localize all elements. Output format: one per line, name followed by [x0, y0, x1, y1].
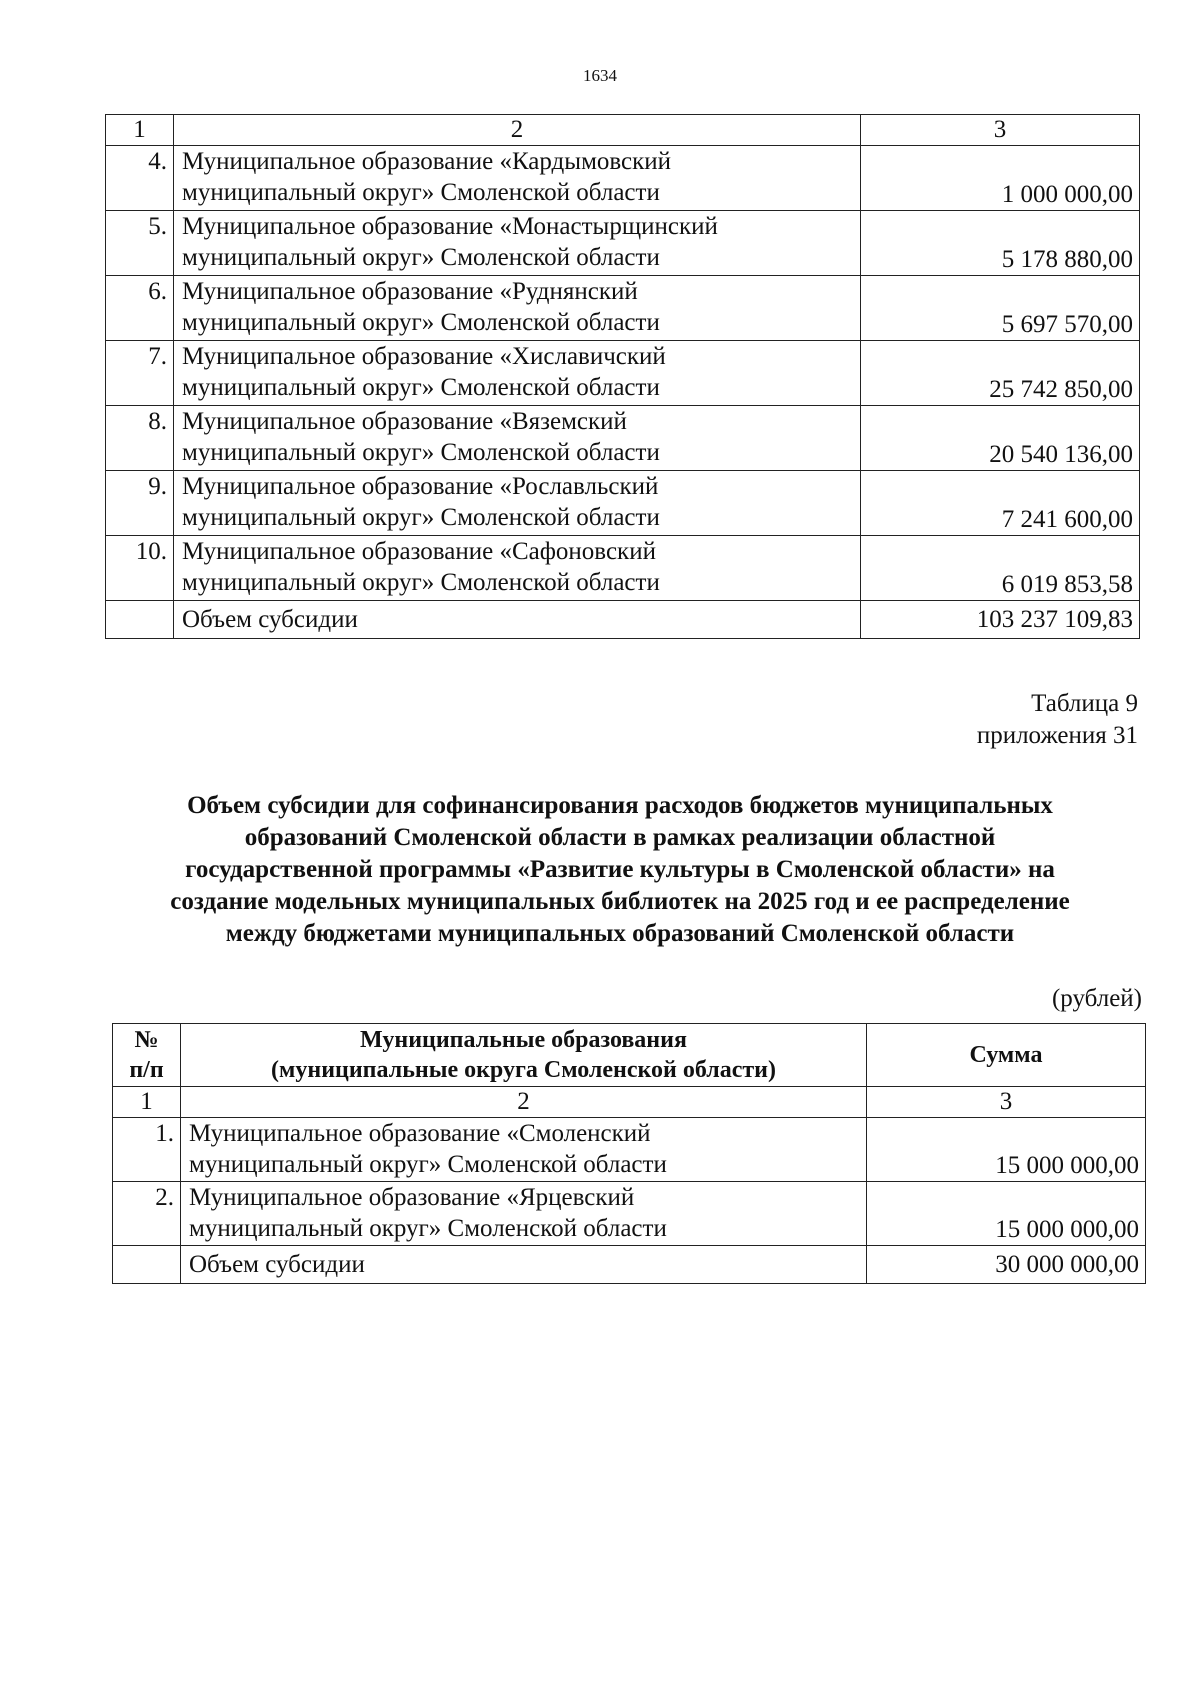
municipality-name — [174, 146, 861, 211]
column-number-3: 3 — [867, 1087, 1146, 1118]
total-row — [106, 601, 1140, 639]
subsidy-amount: 1 000 000,00 — [861, 146, 1140, 211]
title-line: между бюджетами муниципальных образований Смоленской области — [225, 920, 1015, 947]
row-number: 2. — [113, 1182, 181, 1246]
row-number: 4. — [106, 146, 174, 211]
subsidy-amount: 25 742 850,00 — [861, 341, 1140, 406]
name-line: Муниципальное образование «Ярцевский — [189, 1184, 635, 1211]
header-number-line: п/п — [129, 1057, 164, 1083]
total-amount: 30 000 000,00 — [867, 1246, 1146, 1284]
subsidy-amount: 5 697 570,00 — [861, 276, 1140, 341]
title-line: государственной программы «Развитие культуры в Смоленской области» на — [185, 856, 1055, 883]
name-line: муниципальный округ» Смоленской области — [182, 504, 660, 531]
title-line: Объем субсидии для софинансирования расходов бюджетов муниципальных — [187, 792, 1053, 819]
row-number: 9. — [106, 471, 174, 536]
municipality-name — [181, 1118, 867, 1182]
name-line: Муниципальное образование «Руднянский — [182, 278, 638, 305]
header-municipality-line: (муниципальные округа Смоленской области) — [271, 1057, 776, 1083]
header-sum: Сумма — [867, 1024, 1146, 1087]
column-number-2: 2 — [174, 115, 861, 146]
name-line: Муниципальное образование «Кардымовский — [182, 148, 672, 175]
column-number-1: 1 — [113, 1087, 181, 1118]
name-line: Муниципальное образование «Монастырщинский — [182, 213, 718, 240]
header-number — [113, 1024, 181, 1087]
table-row — [106, 406, 1140, 471]
subsidy-amount: 15 000 000,00 — [867, 1182, 1146, 1246]
subsidy-amount: 5 178 880,00 — [861, 211, 1140, 276]
page-number: 1634 — [583, 66, 617, 85]
column-number-row — [106, 115, 1140, 146]
row-number: 5. — [106, 211, 174, 276]
title-line: создание модельных муниципальных библиотек на 2025 год и ее распределение — [170, 888, 1070, 915]
name-line: муниципальный округ» Смоленской области — [182, 374, 660, 401]
name-line: муниципальный округ» Смоленской области — [182, 439, 660, 466]
municipality-name — [174, 211, 861, 276]
name-line: муниципальный округ» Смоленской области — [189, 1151, 667, 1178]
table-row — [106, 471, 1140, 536]
empty-cell — [113, 1246, 181, 1284]
total-label: Объем субсидии — [181, 1246, 867, 1284]
table-caption — [977, 688, 1138, 752]
municipality-name — [181, 1182, 867, 1246]
column-number-2: 2 — [181, 1087, 867, 1118]
table-row — [106, 211, 1140, 276]
appendix-reference: приложения 31 — [976, 722, 1138, 749]
name-line: муниципальный округ» Смоленской области — [182, 569, 660, 596]
table-row — [106, 276, 1140, 341]
total-amount: 103 237 109,83 — [861, 601, 1140, 639]
name-line: Муниципальное образование «Хиславичский — [182, 343, 666, 370]
name-line: муниципальный округ» Смоленской области — [182, 244, 660, 271]
column-number-row — [113, 1087, 1146, 1118]
document-title — [100, 790, 1140, 950]
municipality-name — [174, 406, 861, 471]
row-number: 8. — [106, 406, 174, 471]
column-number-3: 3 — [861, 115, 1140, 146]
name-line: Муниципальное образование «Сафоновский — [182, 538, 656, 565]
header-municipality — [181, 1024, 867, 1087]
name-line: Муниципальное образование «Смоленский — [189, 1120, 651, 1147]
name-line: муниципальный округ» Смоленской области — [182, 179, 660, 206]
empty-cell — [106, 601, 174, 639]
municipality-name — [174, 536, 861, 601]
table-row — [106, 536, 1140, 601]
subsidy-amount: 6 019 853,58 — [861, 536, 1140, 601]
table-row — [106, 341, 1140, 406]
municipality-name — [174, 471, 861, 536]
header-number-line: № — [134, 1027, 159, 1053]
subsidy-amount: 20 540 136,00 — [861, 406, 1140, 471]
total-row — [113, 1246, 1146, 1284]
table-row — [113, 1182, 1146, 1246]
row-number: 6. — [106, 276, 174, 341]
header-row — [113, 1024, 1146, 1087]
municipality-name — [174, 276, 861, 341]
name-line: муниципальный округ» Смоленской области — [182, 309, 660, 336]
name-line: Муниципальное образование «Рославльский — [182, 473, 659, 500]
table-number: Таблица 9 — [1031, 690, 1138, 717]
total-label: Объем субсидии — [174, 601, 861, 639]
header-municipality-line: Муниципальные образования — [360, 1027, 687, 1053]
library-subsidy-table — [112, 1023, 1146, 1284]
units-label: (рублей) — [1051, 985, 1142, 1012]
subsidy-amount: 15 000 000,00 — [867, 1118, 1146, 1182]
row-number: 10. — [106, 536, 174, 601]
column-number-1: 1 — [106, 115, 174, 146]
name-line: Муниципальное образование «Вяземский — [182, 408, 627, 435]
title-line: образований Смоленской области в рамках реализации областной — [244, 824, 996, 851]
table-row — [106, 146, 1140, 211]
subsidy-amount: 7 241 600,00 — [861, 471, 1140, 536]
row-number: 7. — [106, 341, 174, 406]
allocation-table-continued — [105, 114, 1140, 639]
table-row — [113, 1118, 1146, 1182]
municipality-name — [174, 341, 861, 406]
name-line: муниципальный округ» Смоленской области — [189, 1215, 667, 1242]
row-number: 1. — [113, 1118, 181, 1182]
